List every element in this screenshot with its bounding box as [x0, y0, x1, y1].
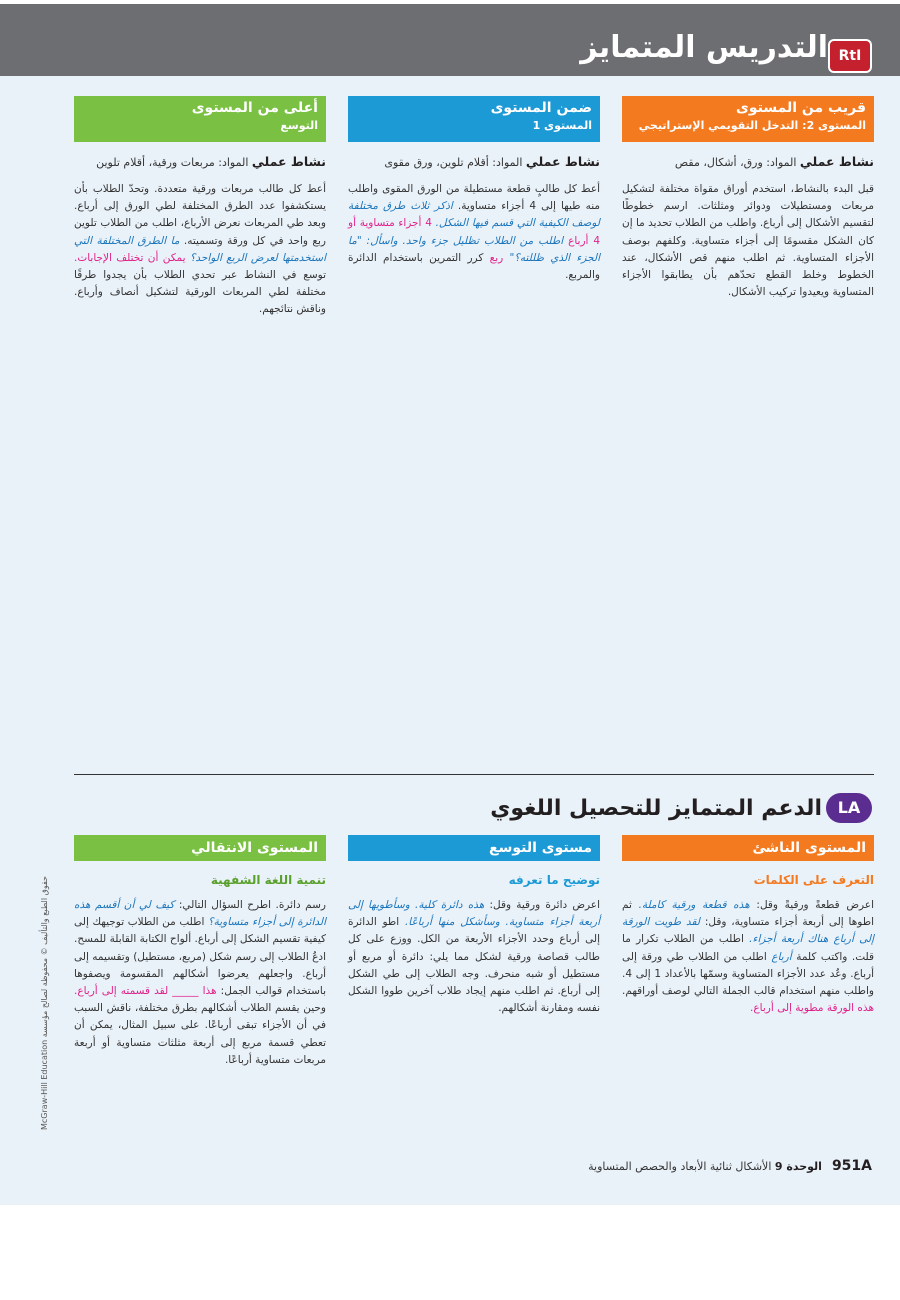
- rti-header-subtitle: المستوى 1: [532, 119, 592, 132]
- paragraph-text: توسع في النشاط عبر تحدي الطلاب بأن يجدوا طرقًا مختلفة لطي المربعات الورقية لتشكيل أنصاف وأرباع. وناقش نتائجهم.: [74, 269, 326, 316]
- la-title: الدعم المتمايز للتحصيل اللغوي: [490, 796, 822, 821]
- la-paragraph: [348, 897, 600, 1017]
- rti-title: التدريس المتمايز: [580, 30, 828, 65]
- teacher-script: هذه قطعة ورقية كاملة.: [638, 899, 750, 911]
- rti-header-beyond: [74, 96, 326, 142]
- unit-label: الوحدة 9: [774, 1160, 822, 1173]
- page-footer: [588, 1158, 872, 1174]
- teacher-script: هذه دائرة كلية. وسأطويها إلى أربعة أجزاء متساوية. وسأشكل منها أرباعًا.: [348, 899, 601, 929]
- paragraph-text: اعرض دائرة ورقية وقل:: [484, 899, 600, 911]
- la-subheading: التعرف على الكلمات: [753, 873, 874, 887]
- la-column-expanding: [348, 835, 600, 1017]
- section-divider: [74, 774, 874, 775]
- expected-answer: 4 أجزاء متساوية أو 4 أرباع: [348, 217, 601, 247]
- la-subheading: تنمية اللغة الشفهية: [210, 873, 326, 887]
- la-header-bridging: المستوى الانتقالي: [74, 835, 326, 861]
- copyright-note: حقوق الطبع والتأليف © محفوظة لصالح مؤسسة McGraw-Hill Education: [40, 876, 49, 1130]
- la-header-expanding: مستوى التوسع: [348, 835, 600, 861]
- rti-column-on-level: [348, 96, 600, 284]
- paragraph-text: اطو الدائرة إلى أرباع وحدد الأجزاء الأربعة من الكل. ووزع على كل طالب قصاصة ورقية لشكل مما يلي: دائرة أو مربع أو مستطيل أو شبه منحرف. وجه الطلاب إلى طي الشكل إلى أرباع. ثم اطلب منهم إيجاد طلاب آخرين طووا الشكل نفسه ومقارنة أشكالهم.: [348, 916, 600, 1015]
- rti-header-title: قريب من المستوى: [736, 100, 866, 116]
- rti-badge: RtI: [828, 39, 872, 73]
- rti-header-subtitle: التوسع: [280, 119, 318, 132]
- paragraph-text: اطلب من الطلاب توجيهك إلى كيفية تقسيم الشكل إلى أرباع. ألواح الكتابة القابلة للمسح. ادعُ الطلاب إلى رسم شكل (مربع، مستطيل) وتقسيمه إلى أرباع. واجعلهم يعرضوا أشكالهم المقسومة ويصفوها باستخدام قوالب الجمل:: [74, 916, 326, 998]
- materials-line: [622, 154, 874, 171]
- expected-answer: يمكن أن تختلف الإجابات.: [74, 251, 190, 264]
- teacher-script: أرباع: [771, 950, 792, 963]
- materials-line: [348, 154, 600, 171]
- rti-header-approaching: [622, 96, 874, 142]
- expected-answer: ربع: [489, 251, 510, 264]
- rti-column-beyond: [74, 96, 326, 319]
- materials-line: [74, 154, 326, 171]
- teacher-question: اذكر ثلاث طرق مختلفة لوصف الكيفية التي قسم فيها الشكل.: [348, 200, 600, 230]
- materials-text: المواد: أقلام تلوين، ورق مقوى: [384, 156, 526, 169]
- paragraph-text: قبل البدء بالنشاط، استخدم أوراق مقواة مختلفة لتشكيل مربعات ومستطيلات ودوائر ومثلثات. ارسم خطوطًا لتقسيم الأشكال إلى أرباع. واطلب من الطلاب تحديد ما إن كان الشكل مقسومًا إلى أجزاء متساوية. وكلفهم بوصف الأجزاء المتساوية. ثم اطلب منهم قص الأشكال، عند الخطوط وخلط القطع تحدّهم بأن يطابقوا الأجزاء المتساوية ويعيدوا تركيب الأشكال.: [622, 183, 874, 299]
- teacher-script: لقد طويت الورقة إلى أرباع هناك أربعة أجزاء.: [622, 916, 874, 946]
- paragraph-text: أعط كل طالب مربعات ورقية متعددة. وتحدّ الطلاب بأن يستكشفوا عدد الطرق المختلفة لطي الورق إلى أرباع. وبعد طي المربعات نعرض الأرباع، اطلب من الطلاب تلوين ربع واحد في كل ورقة وتسميته.: [74, 183, 327, 247]
- teacher-question: اطلب من الطلاب تظليل جزء واحد. واسأل: "ما الجزء الذي ظللته؟": [348, 234, 601, 264]
- activity-label: نشاط عملي: [525, 154, 600, 169]
- paragraph-text: اطلب من الطلاب تكرار ما قلت. واكتب كلمة: [622, 933, 875, 963]
- activity-paragraph: [348, 181, 600, 284]
- sentence-frame: هذا _____ لقد قسمته إلى أرباع.: [74, 985, 217, 998]
- activity-paragraph: [74, 181, 326, 319]
- unit-title: الأشكال ثنائية الأبعاد والحصص المتساوية: [588, 1160, 775, 1173]
- activity-label: نشاط عملي: [799, 154, 874, 169]
- sentence-frame: هذه الورقة مطوية إلى أرباع.: [750, 1002, 874, 1015]
- materials-text: المواد: ورق، أشكال، مقص: [674, 156, 800, 169]
- teacher-script: كيف لي أن أقسم هذه الدائرة إلى أجزاء متساوية؟: [74, 899, 326, 929]
- la-badge: LA: [826, 793, 872, 823]
- rti-header-title: أعلى من المستوى: [191, 100, 318, 116]
- activity-paragraph: [622, 181, 874, 301]
- teacher-question: ما الطرق المختلفة التي استخدمتها لعرض الربع الواحد؟: [74, 234, 326, 264]
- activity-label: نشاط عملي: [251, 154, 326, 169]
- rti-header-subtitle: المستوى 2: التدخل التقويمي الإستراتيجي: [638, 119, 866, 132]
- paragraph-text: أعط كل طالبٍ قطعة مستطيلة من الورق المقوى واطلب منه طيها إلى 4 أجزاء متساوية.: [348, 183, 600, 213]
- page-number: 951A: [831, 1158, 872, 1174]
- rti-header-bar: [0, 4, 900, 76]
- paragraph-text: وحين يقسم الطلاب أشكالهم بطرق مختلفة، ناقش السبب في أن الأجزاء تبقى أرباعًا. على سبيل المثال، يمكن أن تعطي قسمة مربع إلى أربعة مثلثات متساوية أو أربعة مربعات متساوية أرباعًا.: [74, 1002, 326, 1066]
- la-column-bridging: [74, 835, 326, 1069]
- materials-text: المواد: مربعات ورقية، أقلام تلوين: [96, 156, 252, 169]
- paragraph-text: اطلب من الطلاب طي ورقة إلى أرباع. وعُد عدد الأجزاء المتساوية وسمّها بالأعداد 1 إلى 4. واطلب منهم استخدام قالب الجملة التالي لوصف أوراقهم.: [622, 950, 874, 998]
- la-subheading: توضيح ما تعرفه: [508, 873, 600, 887]
- rti-header-title: ضمن المستوى: [490, 100, 592, 116]
- la-paragraph: [74, 897, 326, 1069]
- paragraph-text: رسم دائرة. اطرح السؤال التالي:: [174, 899, 327, 911]
- rti-header-on-level: [348, 96, 600, 142]
- la-header-emerging: المستوى الناشئ: [622, 835, 874, 861]
- la-paragraph: [622, 897, 874, 1017]
- paragraph-text: اعرض قطعةً ورقيةً وقل:: [749, 899, 874, 911]
- paragraph-text: كرر التمرين باستخدام الدائرة والمربع.: [348, 251, 600, 282]
- rti-column-approaching: [622, 96, 874, 301]
- paragraph-text: ثم اطوها إلى أربعة أجزاء متساوية، وقل:: [622, 899, 874, 929]
- la-column-emerging: [622, 835, 874, 1017]
